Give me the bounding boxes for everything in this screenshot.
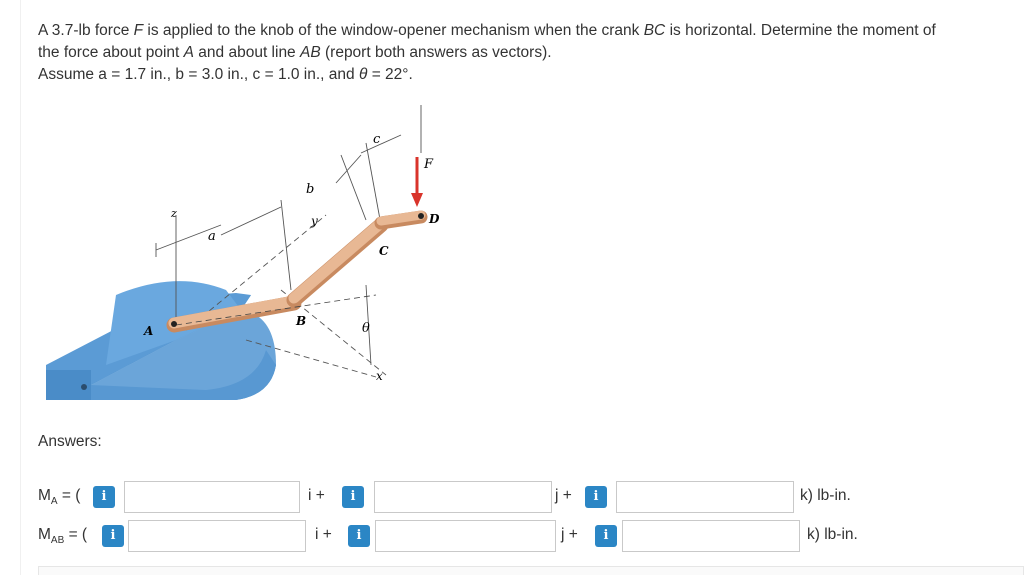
label-z: z (171, 207, 177, 220)
answers-heading: Answers: (38, 433, 102, 450)
mab-i-input[interactable] (128, 520, 306, 552)
mab-j-info-icon[interactable]: i (348, 525, 370, 547)
label-theta: θ (362, 321, 370, 336)
label-x: x (376, 369, 383, 383)
label-C: C (379, 244, 389, 258)
ma-j-info-icon[interactable]: i (342, 486, 364, 508)
problem-line-2: the force about point A and about line AB (report both answers as vectors). (38, 44, 552, 61)
force-arrow (411, 157, 423, 207)
page-left-rule (20, 0, 21, 575)
mechanism-figure (36, 95, 476, 425)
ma-j-input[interactable] (374, 481, 552, 513)
ma-i-info-icon[interactable]: i (93, 486, 115, 508)
ma-k-unit: k) lb-in. (800, 487, 851, 504)
label-B: B (296, 314, 307, 328)
ma-k-input[interactable] (616, 481, 794, 513)
label-a: a (208, 229, 216, 244)
label-D: D (429, 212, 440, 226)
problem-line-1: A 3.7-lb force F is applied to the knob of the window-opener mechanism when the crank BC is horizontal. Determine the moment of (38, 22, 936, 39)
label-F: F (424, 157, 434, 172)
mab-k-info-icon[interactable]: i (595, 525, 617, 547)
problem-statement (38, 20, 1013, 86)
ma-j-unit: j + (555, 487, 572, 504)
mab-j-input[interactable] (375, 520, 556, 552)
label-A: A (144, 324, 154, 338)
problem-line-3: Assume a = 1.7 in., b = 3.0 in., c = 1.0 in., and θ = 22°. (38, 66, 413, 83)
label-c: c (373, 132, 381, 147)
label-y: y (311, 214, 318, 228)
ma-k-info-icon[interactable]: i (585, 486, 607, 508)
next-section-edge (38, 566, 1024, 575)
ma-i-unit: i + (308, 487, 325, 504)
mab-j-unit: j + (561, 526, 578, 543)
base-block (46, 281, 276, 400)
label-b: b (306, 182, 315, 197)
mab-i-info-icon[interactable]: i (102, 525, 124, 547)
ma-i-input[interactable] (124, 481, 300, 513)
mab-k-input[interactable] (622, 520, 800, 552)
mab-i-unit: i + (315, 526, 332, 543)
mab-k-unit: k) lb-in. (807, 526, 858, 543)
ma-label: $M_A$ = ( (38, 487, 81, 508)
mab-label: $M_{AB}$ = ( (38, 526, 88, 547)
